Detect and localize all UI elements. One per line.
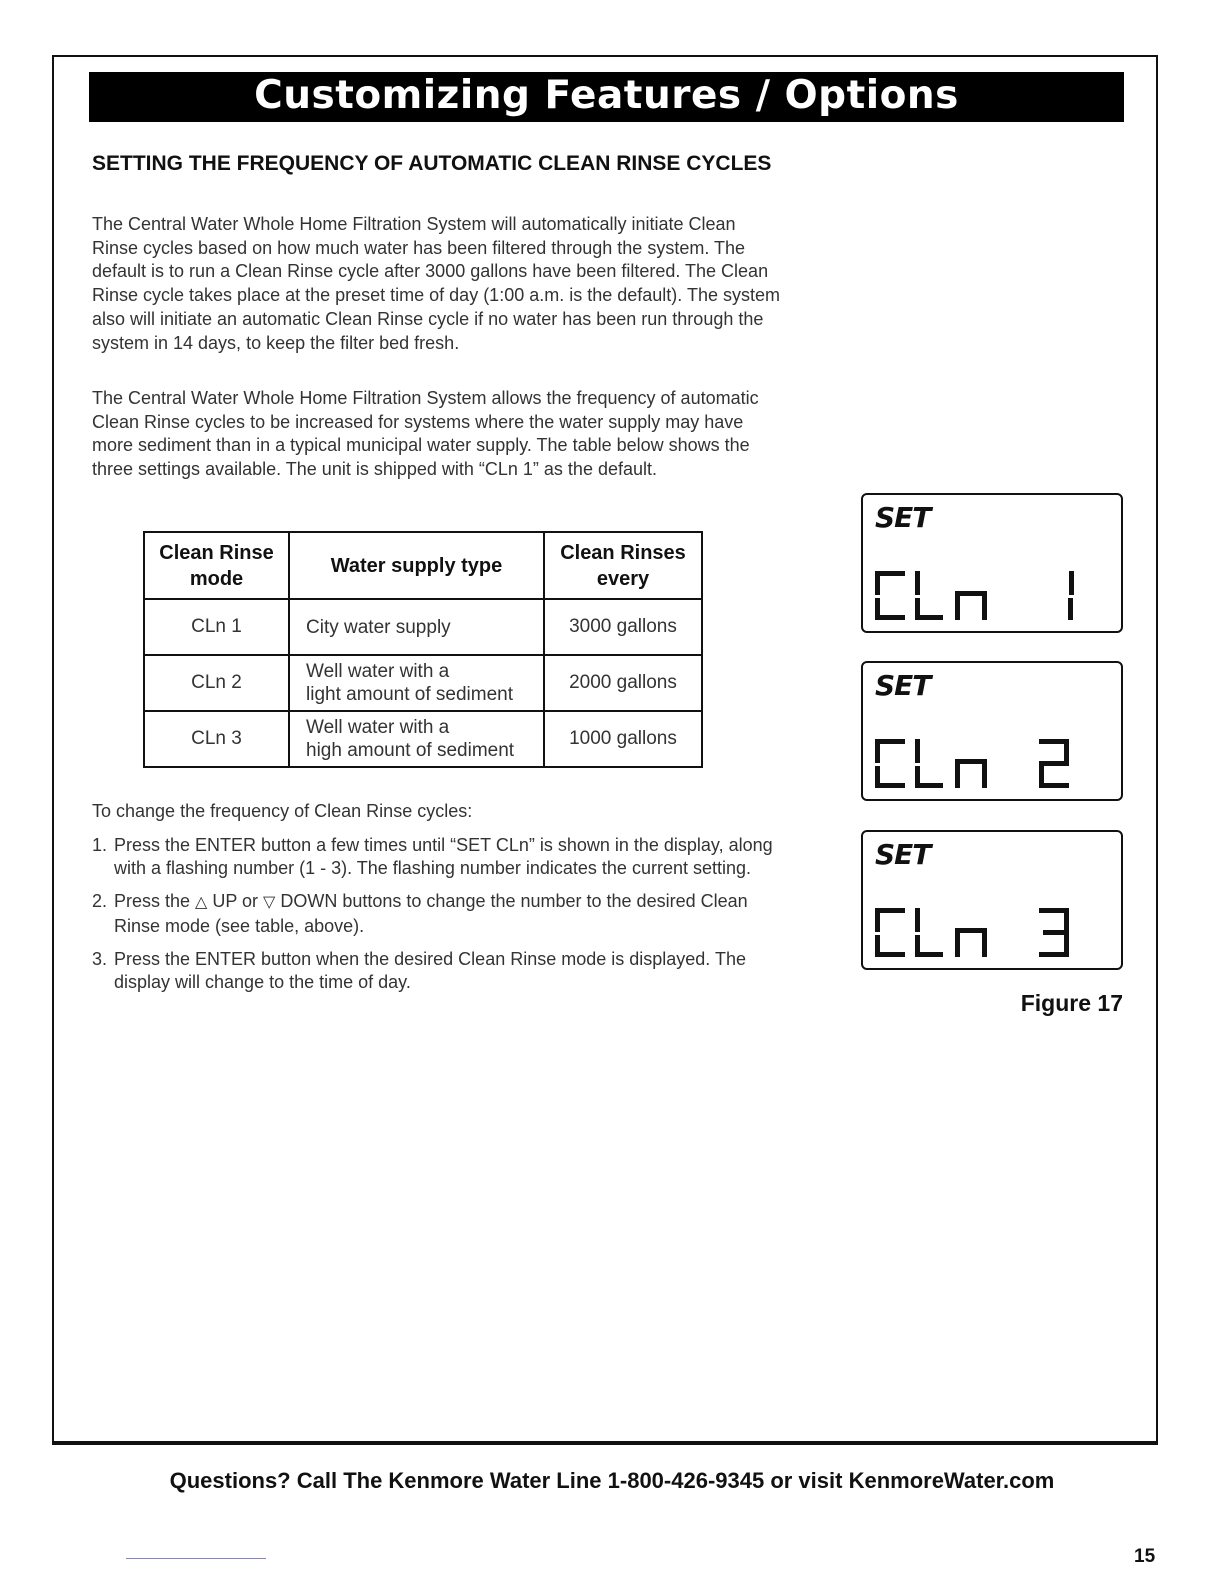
lcd-segments — [863, 832, 1125, 972]
row-supply — [289, 655, 544, 711]
row-mode: CLn 3 — [144, 711, 289, 767]
instruction-intro: To change the frequency of Clean Rinse cycles: — [92, 801, 473, 821]
step-number: 2. — [92, 891, 108, 912]
section-heading: SETTING THE FREQUENCY OF AUTOMATIC CLEAN RINSE CYCLES — [92, 152, 772, 175]
step-item — [92, 890, 782, 938]
supply-line: high amount of sediment — [306, 740, 515, 761]
table-header-row — [144, 532, 702, 599]
supply-line: City water supply — [306, 616, 451, 638]
row-supply — [289, 599, 544, 655]
lcd-display-cln-3 — [861, 830, 1123, 970]
lcd-display-cln-1 — [861, 493, 1123, 633]
step-text: UP or — [207, 891, 264, 912]
step-text: Press the ENTER button when the desired Clean Rinse mode is displayed. The display will change to the time of day. — [114, 948, 747, 993]
page-number: 15 — [1134, 1546, 1156, 1567]
row-mode: CLn 2 — [144, 655, 289, 711]
step-number: 1. — [92, 834, 108, 855]
table-row — [144, 655, 702, 711]
row-every: 3000 gallons — [544, 599, 702, 655]
step-number: 3. — [92, 948, 108, 969]
divider — [126, 1558, 266, 1559]
header-mode: Clean Rinse mode — [144, 532, 289, 599]
footer-contact: Questions? Call The Kenmore Water Line 1-800-426-9345 or visit KenmoreWater.com — [169, 1468, 1055, 1493]
lcd-segments — [863, 663, 1125, 803]
row-mode: CLn 1 — [144, 599, 289, 655]
instruction-list — [92, 800, 782, 1004]
row-every: 2000 gallons — [544, 655, 702, 711]
supply-line: Well water with a — [306, 661, 450, 682]
page-title: Customizing Features / Options — [89, 72, 1124, 122]
lcd-display-cln-2 — [861, 661, 1123, 801]
table-row — [144, 711, 702, 767]
lcd-set-label: SET — [875, 669, 931, 702]
supply-line: Well water with a — [306, 717, 450, 738]
up-arrow-icon: △ — [195, 894, 208, 912]
lcd-set-label: SET — [875, 838, 931, 871]
down-arrow-icon: ▽ — [263, 894, 276, 912]
clean-rinse-table — [143, 531, 703, 768]
header-supply: Water supply type — [289, 532, 544, 599]
row-supply — [289, 711, 544, 767]
step-item — [92, 948, 782, 995]
step-item — [92, 834, 782, 881]
figure-caption: Figure 17 — [1020, 990, 1123, 1016]
lcd-set-label: SET — [875, 501, 931, 534]
row-every: 1000 gallons — [544, 711, 702, 767]
step-text: Press the — [114, 891, 196, 912]
supply-line: light amount of sediment — [306, 684, 514, 705]
table-row — [144, 599, 702, 655]
header-every: Clean Rinses every — [544, 532, 702, 599]
intro-paragraph: The Central Water Whole Home Filtration System will automatically initiate Clean Rinse cycles based on how much water has been filtered through the system. The default is to run a Clean Rinse cycle after 3000 gallons have been filtered. The Clean Rinse cycle takes place at the preset time of day (1:00 a.m. is the default). The system also will initiate an automatic Clean Rinse cycle if no water has been run through the system in 14 days, to keep the filter bed fresh. — [92, 214, 780, 353]
lcd-segments — [863, 495, 1125, 635]
step-text: Press the ENTER button a few times until “SET CLn” is shown in the display, along with a flashing number (1 - 3). The flashing number indicates the current setting. — [114, 834, 773, 879]
step-text: DOWN buttons to change the number to the desired Clean Rinse mode (see table, above). — [114, 891, 748, 936]
options-paragraph: The Central Water Whole Home Filtration System allows the frequency of automatic Clean Rinse cycles to be increased for systems where the water supply may have more sediment than in a typical municipal water supply. The table below shows the three settings available. The unit is shipped with “CLn 1” as the default. — [92, 388, 759, 480]
